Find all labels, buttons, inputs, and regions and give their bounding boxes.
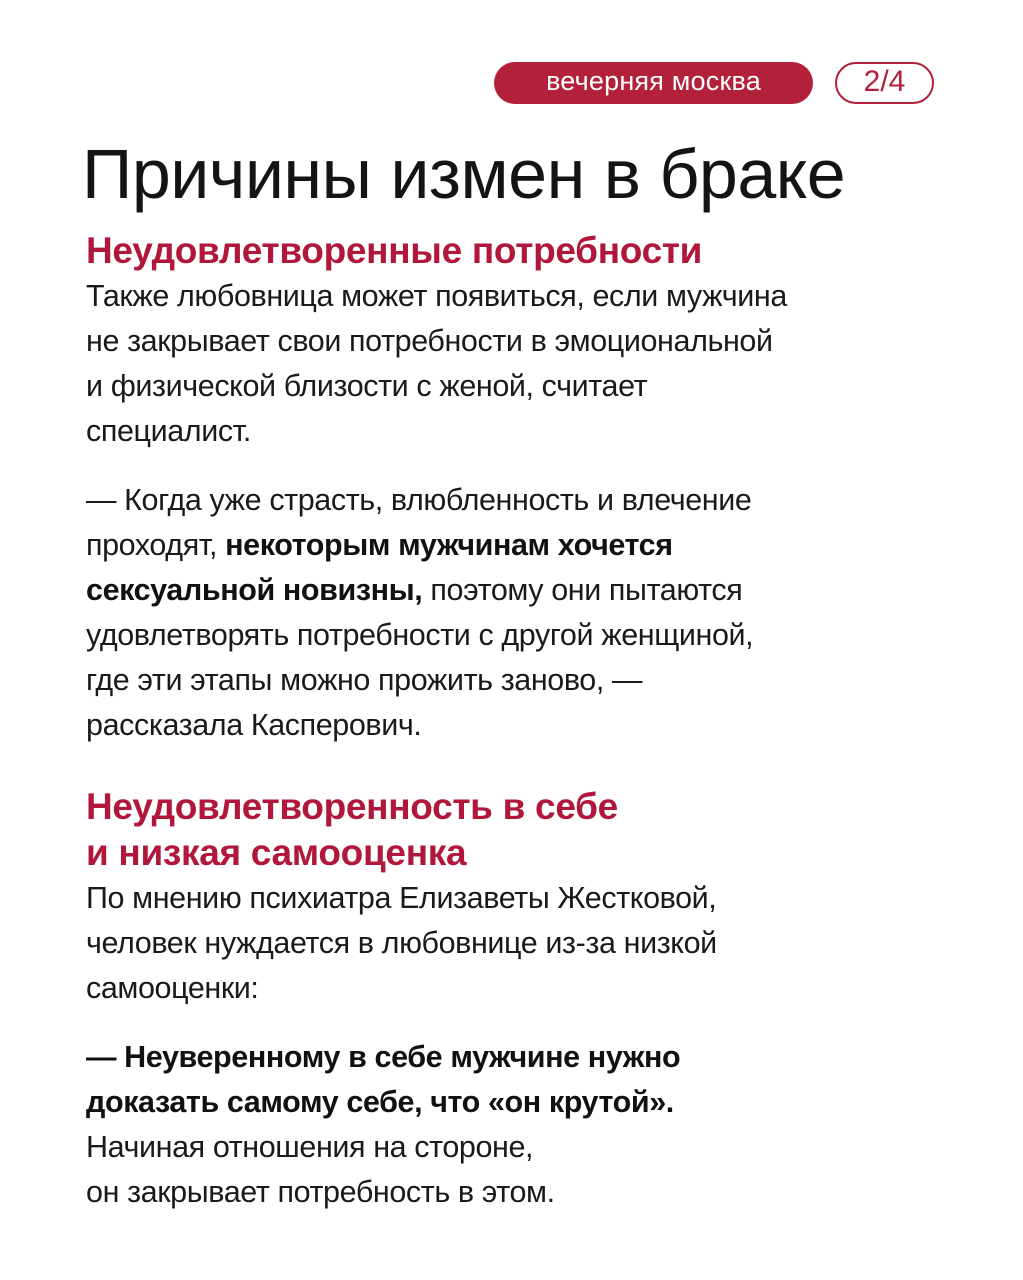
text-line: не закрывает свои потребности в эмоциональной xyxy=(86,324,773,358)
quote-paragraph xyxy=(86,478,956,748)
text-line: специалист. xyxy=(86,414,251,448)
page-counter: 2/4 xyxy=(835,62,934,104)
paragraph xyxy=(86,876,956,1011)
brand-badge: вечерняя москва xyxy=(494,62,813,104)
text-line xyxy=(86,568,956,613)
text-line: он закрывает потребность в этом. xyxy=(86,1175,555,1209)
page-title: Причины измен в браке xyxy=(82,135,846,213)
text-emphasis: доказать самому себе, что «он крутой». xyxy=(86,1085,674,1119)
article-content xyxy=(86,228,956,1215)
section-unmet-needs xyxy=(86,228,956,748)
heading-line: Неудовлетворенные потребности xyxy=(86,230,703,271)
text-plain: поэтому они пытаются xyxy=(422,573,743,607)
quote-paragraph xyxy=(86,1035,956,1215)
text-line: — Когда уже страсть, влюбленность и влечение xyxy=(86,483,752,517)
heading-line: Неудовлетворенность в себе xyxy=(86,786,618,827)
text-line: рассказала Касперович. xyxy=(86,708,422,742)
top-bar xyxy=(494,62,934,104)
text-line: где эти этапы можно прожить заново, — xyxy=(86,663,643,697)
text-line: и физической близости с женой, считает xyxy=(86,369,648,403)
text-line: Начиная отношения на стороне, xyxy=(86,1130,534,1164)
text-line: самооценки: xyxy=(86,971,259,1005)
text-plain: проходят, xyxy=(86,528,226,562)
section-heading xyxy=(86,784,956,876)
text-emphasis: — Неуверенному в себе мужчине нужно xyxy=(86,1040,681,1074)
section-low-self-esteem xyxy=(86,784,956,1215)
text-emphasis: некоторым мужчинам хочется xyxy=(225,528,673,562)
text-line xyxy=(86,523,956,568)
text-line: удовлетворять потребности с другой женщиной, xyxy=(86,618,754,652)
paragraph xyxy=(86,274,956,454)
section-heading xyxy=(86,228,956,274)
text-line: По мнению психиатра Елизаветы Жестковой, xyxy=(86,881,717,915)
heading-line: и низкая самооценка xyxy=(86,832,467,873)
text-line: Также любовница может появиться, если мужчина xyxy=(86,279,787,313)
text-line: человек нуждается в любовнице из-за низкой xyxy=(86,926,717,960)
text-emphasis: сексуальной новизны, xyxy=(86,573,423,607)
